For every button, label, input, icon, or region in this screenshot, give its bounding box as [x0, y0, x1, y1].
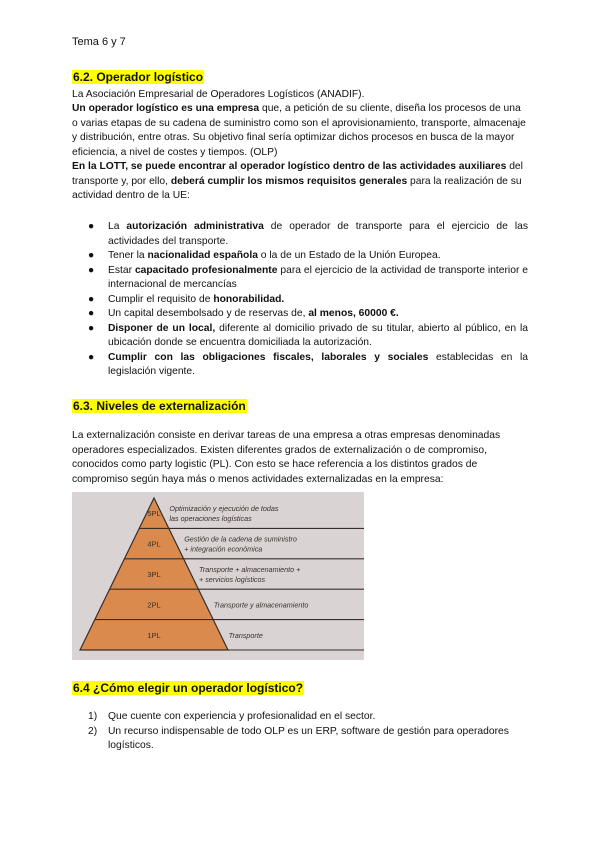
- pyramid-level-label: 1PL: [147, 630, 161, 640]
- choose-operator-list: [72, 710, 528, 754]
- list-item: ● Tener la nacionalidad española o la de un Estado de la Unión Europea.: [88, 250, 441, 261]
- lott-paragraph: [72, 160, 528, 204]
- pyramid-level-description: + integración económica: [184, 544, 263, 554]
- lott-text-2: para la realización de su actividad dentro de la UE:: [72, 175, 522, 201]
- pyramid-level-label: 2PL: [147, 600, 161, 610]
- externalization-paragraph: La externalización consiste en derivar tareas de una empresa a otras empresas denominadas operadores especializados. Existen diferentes grados de externalización o de compromiso, conocidos como party logistic (PL). Con esto se hace referencia a los distintos grados de compromiso según haya más o menos actividades externalizadas en la empresa:: [72, 430, 501, 485]
- section-6-3-heading: 6.3. Niveles de externalización: [73, 399, 246, 413]
- list-item: ● Un capital desembolsado y de reservas de, al menos, 60000 €.: [88, 308, 399, 319]
- requirements-list: [72, 220, 528, 380]
- list-item: 2) Un recurso indispensable de todo OLP es un ERP, software de gestión para operadores logísticos.: [88, 725, 509, 751]
- definition-paragraph: [72, 102, 528, 160]
- pyramid-level-description: Optimización y ejecución de todas: [169, 504, 279, 514]
- pyramid-level-description: las operaciones logísticas: [169, 514, 252, 524]
- pyramid-level-description: Transporte y almacenamiento: [213, 600, 309, 610]
- list-item: ● La autorización administrativa de operador de transporte para el ejercicio de las actividades del transporte.: [88, 221, 528, 247]
- anadif-paragraph: La Asociación Empresarial de Operadores Logísticos (ANADIF).: [72, 89, 365, 100]
- definition-bold: Un operador logístico es una empresa: [72, 103, 260, 114]
- list-item: ● Cumplir el requisito de honorabilidad.: [88, 293, 285, 305]
- section-6-4-heading: 6.4 ¿Cómo elegir un operador logístico?: [73, 681, 304, 695]
- lott-bold-1: En la LOTT, se puede encontrar al operador logístico dentro de las actividades auxiliares: [72, 161, 507, 172]
- pyramid-level-label: 5PL: [147, 509, 161, 519]
- pyramid-level-description: Transporte: [228, 630, 263, 640]
- definition-text: que, a petición de su cliente, diseña los procesos de una o varias etapas de su cadena de suministro como son el aprovisionamiento, transporte, almacenaje y distribución, entre otras. Su objetivo final sería optimizar dichos procesos en busca de la mayor eficiencia, a nivel de costes y tiempos. (OLP): [72, 103, 526, 158]
- pyramid-figure: [72, 492, 364, 660]
- pyramid-level-label: 3PL: [147, 570, 161, 579]
- pyramid-level-description: + servicios logísticos: [199, 575, 266, 584]
- list-item: 1) Que cuente con experiencia y profesionalidad en el sector.: [88, 711, 376, 722]
- lott-bold-2: deberá cumplir los mismos requisitos generales: [170, 175, 408, 187]
- lott-text-1: del transporte y, por ello,: [72, 161, 523, 187]
- list-item: ● Disponer de un local, diferente al domicilio privado de su titular, abierto al público, en la ubicación donde se encuentra domiciliada la autorización.: [88, 322, 528, 348]
- page-header: Tema 6 y 7: [72, 36, 126, 48]
- section-6-2-heading: 6.2. Operador logístico: [73, 70, 204, 84]
- pyramid-level-description: Transporte + almacenamiento +: [199, 565, 301, 574]
- list-item: ● Cumplir con las obligaciones fiscales, laborales y sociales establecidas en la legislación vigente.: [88, 351, 528, 377]
- pyramid-level-description: Gestión de la cadena de suministro: [184, 534, 297, 544]
- list-item: ● Estar capacitado profesionalmente para el ejercicio de la actividad de transporte interior e internacional de mercancías: [88, 264, 528, 290]
- pyramid-diagram: [72, 492, 364, 660]
- pyramid-level-label: 4PL: [147, 539, 161, 549]
